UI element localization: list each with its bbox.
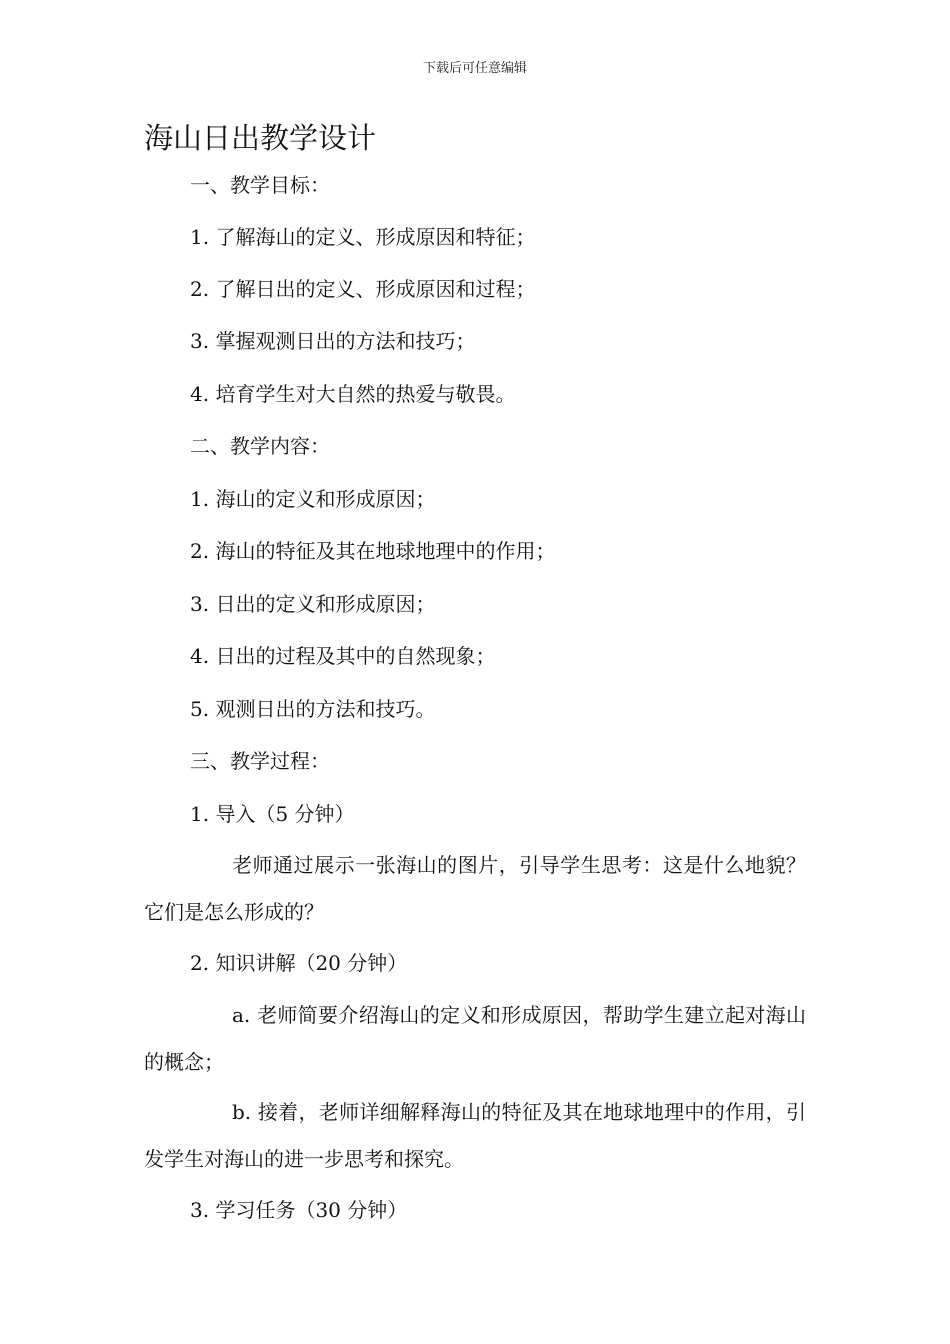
content-item: 5. 观测日出的方法和技巧。: [190, 697, 436, 721]
process-paragraph: b. 接着，老师详细解释海山的特征及其在地球地理中的作用，引发学生对海山的进一步思考和探究。: [144, 1100, 806, 1171]
process-step: 1. 导入（5 分钟）: [190, 802, 355, 826]
process-paragraph: a. 老师简要介绍海山的定义和形成原因，帮助学生建立起对海山的概念；: [144, 1003, 806, 1074]
process-step: 2. 知识讲解（20 分钟）: [190, 951, 408, 975]
content-item: 4. 日出的过程及其中的自然现象；: [190, 644, 496, 668]
goal-item: 3. 掌握观测日出的方法和技巧；: [190, 329, 476, 353]
goal-item: 4. 培育学生对大自然的热爱与敬畏。: [190, 382, 516, 406]
document-title: 海山日出教学设计: [144, 121, 377, 155]
content-item: 3. 日出的定义和形成原因；: [190, 592, 436, 616]
goal-item: 2. 了解日出的定义、形成原因和过程；: [190, 277, 536, 301]
content-item: 2. 海山的特征及其在地球地理中的作用；: [190, 539, 556, 563]
section-heading-content: 二、教学内容：: [190, 434, 330, 458]
process-paragraph: 老师通过展示一张海山的图片，引导学生思考：这是什么地貌？它们是怎么形成的？: [144, 853, 806, 924]
process-step: 3. 学习任务（30 分钟）: [190, 1198, 408, 1222]
section-heading-process: 三、教学过程：: [190, 749, 330, 773]
section-heading-goals: 一、教学目标：: [190, 173, 330, 197]
page-header: 下载后可任意编辑: [422, 61, 527, 76]
content-item: 1. 海山的定义和形成原因；: [190, 487, 436, 511]
goal-item: 1. 了解海山的定义、形成原因和特征；: [190, 225, 536, 249]
